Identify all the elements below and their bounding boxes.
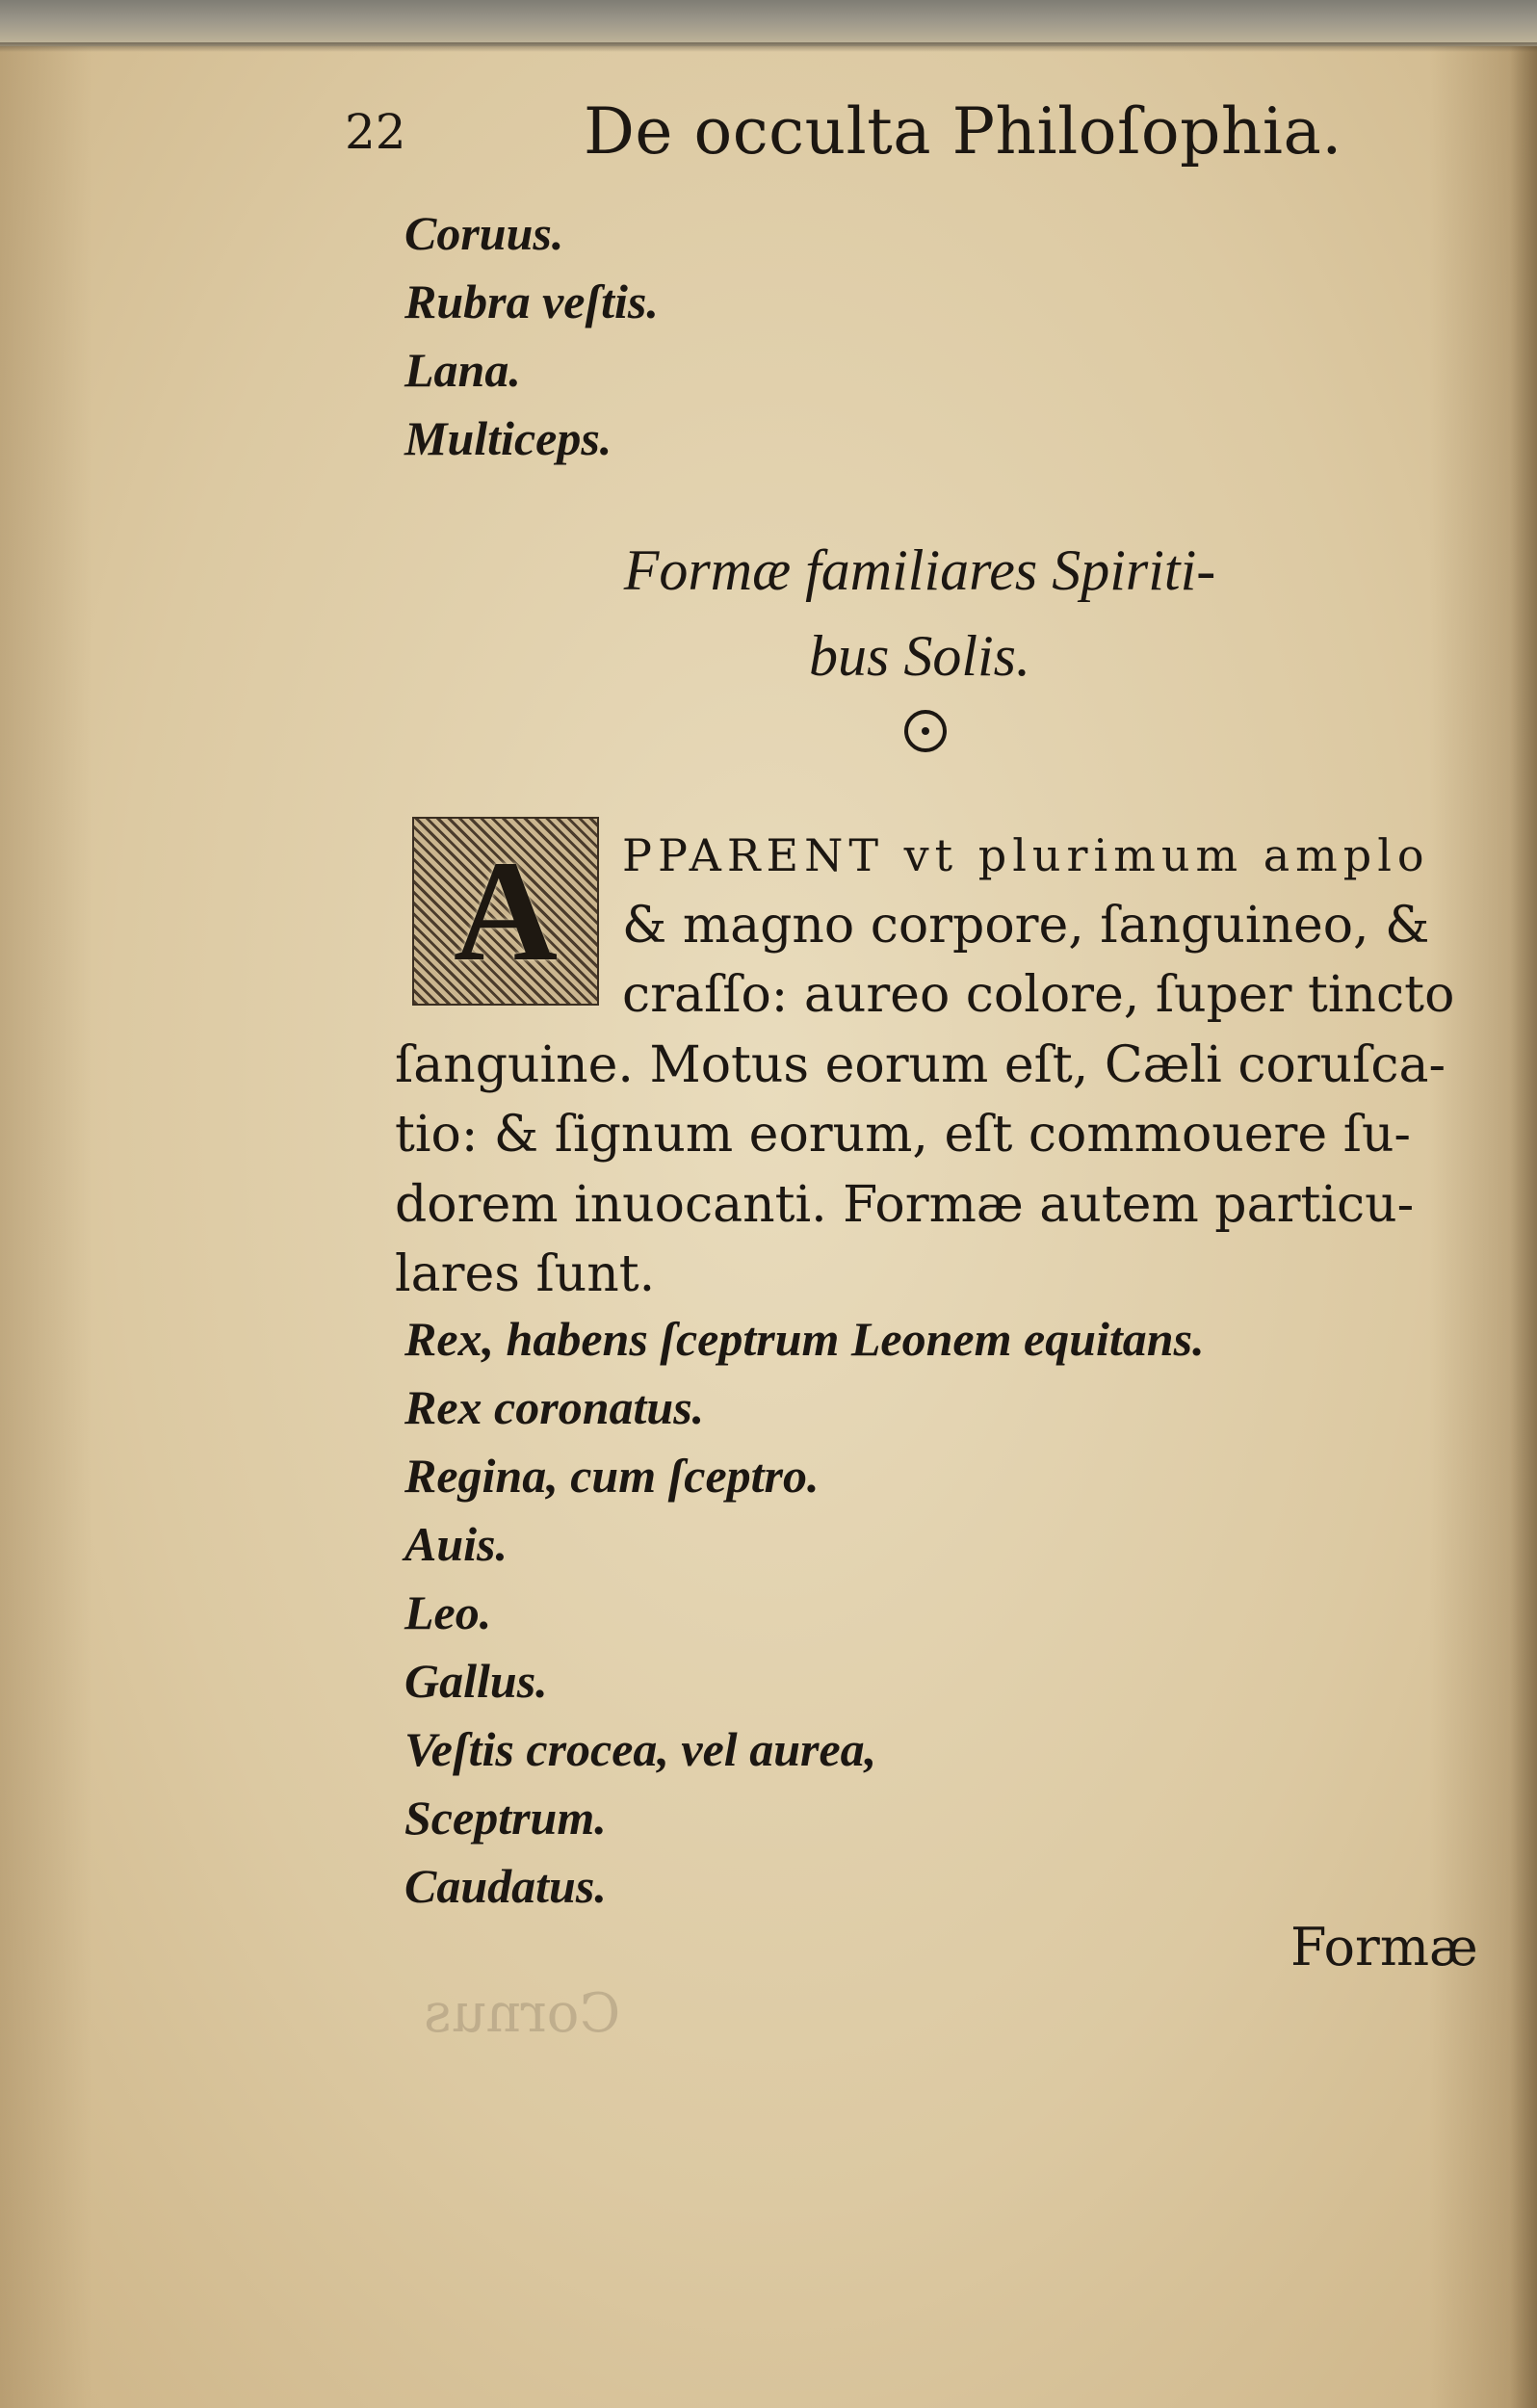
list-item: Coruus. bbox=[404, 206, 564, 260]
forms-list-bottom bbox=[404, 1305, 1205, 1921]
bleed-through-text: Cornus bbox=[424, 1982, 621, 2045]
body-line: dorem inuocanti. Formæ autem particu- bbox=[395, 1175, 1415, 1234]
catchword: Formæ bbox=[1290, 1917, 1478, 1977]
list-item: Rex coronatus. bbox=[404, 1380, 705, 1434]
body-line: PPARENT vt plurimum amplo bbox=[622, 829, 1430, 881]
body-line: & magno corpore, ſanguineo, & bbox=[622, 896, 1430, 955]
body-line: tio: & ſignum eorum, eſt commouere ſu- bbox=[395, 1106, 1412, 1164]
sun-symbol-icon bbox=[901, 707, 950, 755]
list-item: Leo. bbox=[404, 1585, 492, 1639]
body-paragraph bbox=[395, 821, 1454, 1310]
section-heading-line-1: Formæ familiares Spiriti- bbox=[623, 538, 1216, 602]
list-item: Multiceps. bbox=[404, 411, 612, 465]
section-heading-line-2: bus Solis. bbox=[808, 624, 1031, 688]
running-title: De occulta Philoſophia. bbox=[584, 94, 1342, 169]
list-item: Caudatus. bbox=[404, 1859, 607, 1913]
list-item: Sceptrum. bbox=[404, 1791, 607, 1845]
section-heading bbox=[539, 528, 1300, 699]
list-item: Rex, habens ſceptrum Leonem equitans. bbox=[404, 1312, 1205, 1366]
body-line: lares ſunt. bbox=[395, 1245, 656, 1303]
list-item: Veſtis crocea, vel aurea, bbox=[404, 1722, 877, 1776]
page-number: 22 bbox=[345, 104, 406, 160]
list-item: Gallus. bbox=[404, 1654, 548, 1708]
list-item: Rubra veſtis. bbox=[404, 275, 659, 328]
forms-list-top bbox=[404, 199, 659, 473]
page-right-edge-shadow bbox=[1510, 46, 1537, 2408]
page-top-shadow bbox=[0, 42, 1537, 52]
initial-letter: A bbox=[453, 831, 559, 991]
list-item: Regina, cum ſceptro. bbox=[404, 1449, 820, 1503]
body-line: craſſo: aureo colore, ſuper tincto bbox=[622, 966, 1455, 1024]
body-line: ſanguine. Motus eorum eſt, Cæli coruſca- bbox=[395, 1035, 1446, 1094]
scan-top-border bbox=[0, 0, 1537, 46]
list-item: Auis. bbox=[404, 1517, 508, 1571]
list-item: Lana. bbox=[404, 343, 521, 397]
